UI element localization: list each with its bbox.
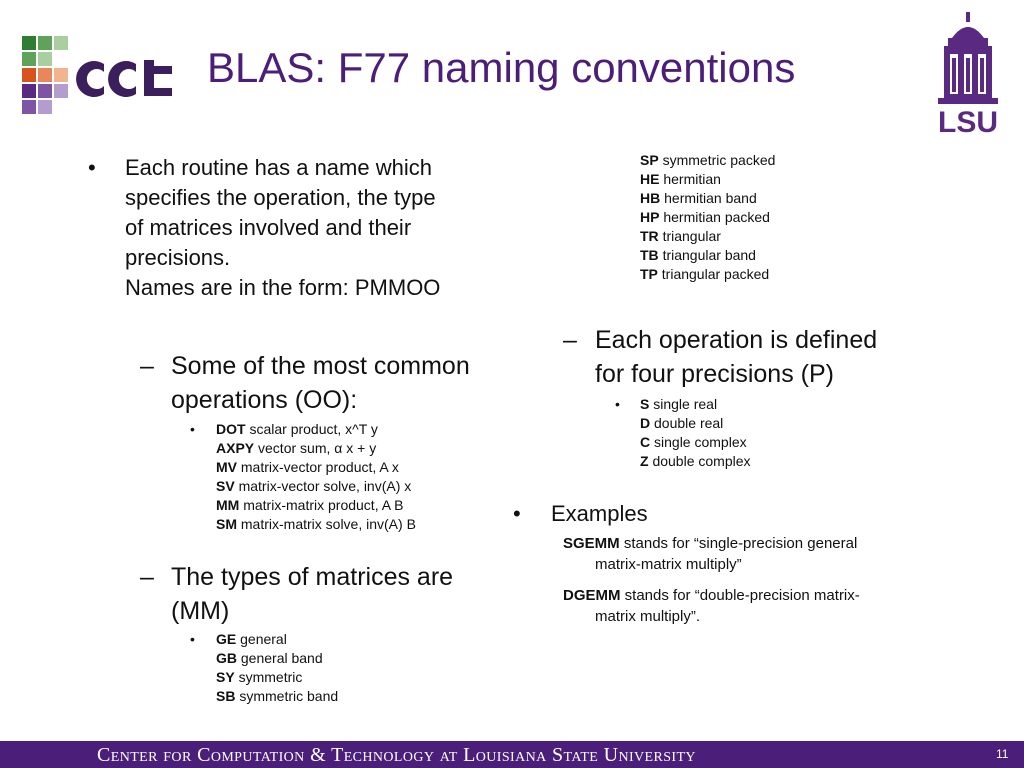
precisions-list-marker: • bbox=[615, 396, 620, 412]
example-item-sgemm: SGEMM stands for “single-precision general matrix-matrix multiply” bbox=[563, 535, 858, 573]
operations-heading-line: Some of the most common bbox=[171, 352, 470, 380]
matrix-types-list-continued bbox=[640, 151, 775, 284]
bullet-marker-intro: • bbox=[88, 155, 96, 180]
intro-paragraph bbox=[125, 153, 440, 303]
cct-wordmark bbox=[74, 56, 184, 100]
lsu-logo bbox=[928, 10, 1008, 136]
matrix-types-list-marker: • bbox=[190, 631, 195, 647]
matrix-types-heading-line: The types of matrices are bbox=[171, 563, 454, 591]
operation-item: SM matrix-matrix solve, inv(A) B bbox=[216, 516, 416, 532]
footer-text: Center for Computation & Technology at Louisiana State University bbox=[97, 744, 696, 766]
cct-logo bbox=[22, 32, 182, 118]
matrix-types-heading-line: (MM) bbox=[171, 597, 230, 625]
matrix-type-item: SB symmetric band bbox=[216, 688, 339, 704]
matrix-type-item: GB general band bbox=[216, 650, 323, 666]
operations-list-marker: • bbox=[190, 421, 195, 437]
precision-item: C single complex bbox=[640, 434, 747, 450]
operations-list bbox=[216, 420, 416, 534]
matrix-type-item: HB hermitian band bbox=[640, 190, 757, 206]
precisions-heading-line: Each operation is defined bbox=[595, 326, 878, 354]
matrix-type-item: TP triangular packed bbox=[640, 266, 770, 282]
operation-item: SV matrix-vector solve, inv(A) x bbox=[216, 478, 412, 494]
operations-heading bbox=[171, 349, 470, 417]
svg-text:LSU: LSU bbox=[938, 106, 998, 136]
precisions-list bbox=[640, 395, 751, 471]
matrix-type-item: SP symmetric packed bbox=[640, 152, 776, 168]
precision-item: Z double complex bbox=[640, 453, 751, 469]
operation-item: AXPY vector sum, α x + y bbox=[216, 440, 377, 456]
intro-line: Names are in the form: PMMOO bbox=[125, 275, 441, 300]
intro-line: specifies the operation, the type bbox=[125, 185, 436, 210]
slide-title: BLAS: F77 naming conventions bbox=[207, 44, 796, 91]
matrix-type-item: HP hermitian packed bbox=[640, 209, 770, 225]
dash-marker-matrix-types: – bbox=[140, 563, 154, 591]
page-number: 11 bbox=[996, 747, 1009, 761]
intro-line: precisions. bbox=[125, 245, 231, 270]
matrix-type-item: TR triangular bbox=[640, 228, 721, 244]
matrix-type-item: SY symmetric bbox=[216, 669, 303, 685]
matrix-type-item: GE general bbox=[216, 631, 287, 647]
bullet-marker-examples: • bbox=[513, 501, 521, 526]
footer-bar bbox=[0, 741, 1024, 768]
matrix-types-list bbox=[216, 630, 338, 706]
operation-item: DOT scalar product, x^T y bbox=[216, 421, 378, 437]
precision-item: D double real bbox=[640, 415, 724, 431]
precisions-heading-line: for four precisions (P) bbox=[595, 360, 834, 388]
matrix-types-heading bbox=[171, 560, 453, 628]
dash-marker-precisions: – bbox=[563, 326, 577, 354]
dash-marker-operations: – bbox=[140, 352, 154, 380]
intro-line: Each routine has a name which bbox=[125, 155, 432, 180]
precisions-heading bbox=[595, 323, 877, 391]
example-item-dgemm: DGEMM stands for “double-precision matrix- matrix multiply”. bbox=[563, 587, 860, 625]
operation-item: MV matrix-vector product, A x bbox=[216, 459, 399, 475]
precision-item: S single real bbox=[640, 396, 718, 412]
matrix-type-item: TB triangular band bbox=[640, 247, 756, 263]
intro-line: of matrices involved and their bbox=[125, 215, 412, 240]
examples-heading: Examples bbox=[551, 501, 648, 526]
operation-item: MM matrix-matrix product, A B bbox=[216, 497, 404, 513]
matrix-type-item: HE hermitian bbox=[640, 171, 721, 187]
operations-heading-line: operations (OO): bbox=[171, 386, 358, 414]
